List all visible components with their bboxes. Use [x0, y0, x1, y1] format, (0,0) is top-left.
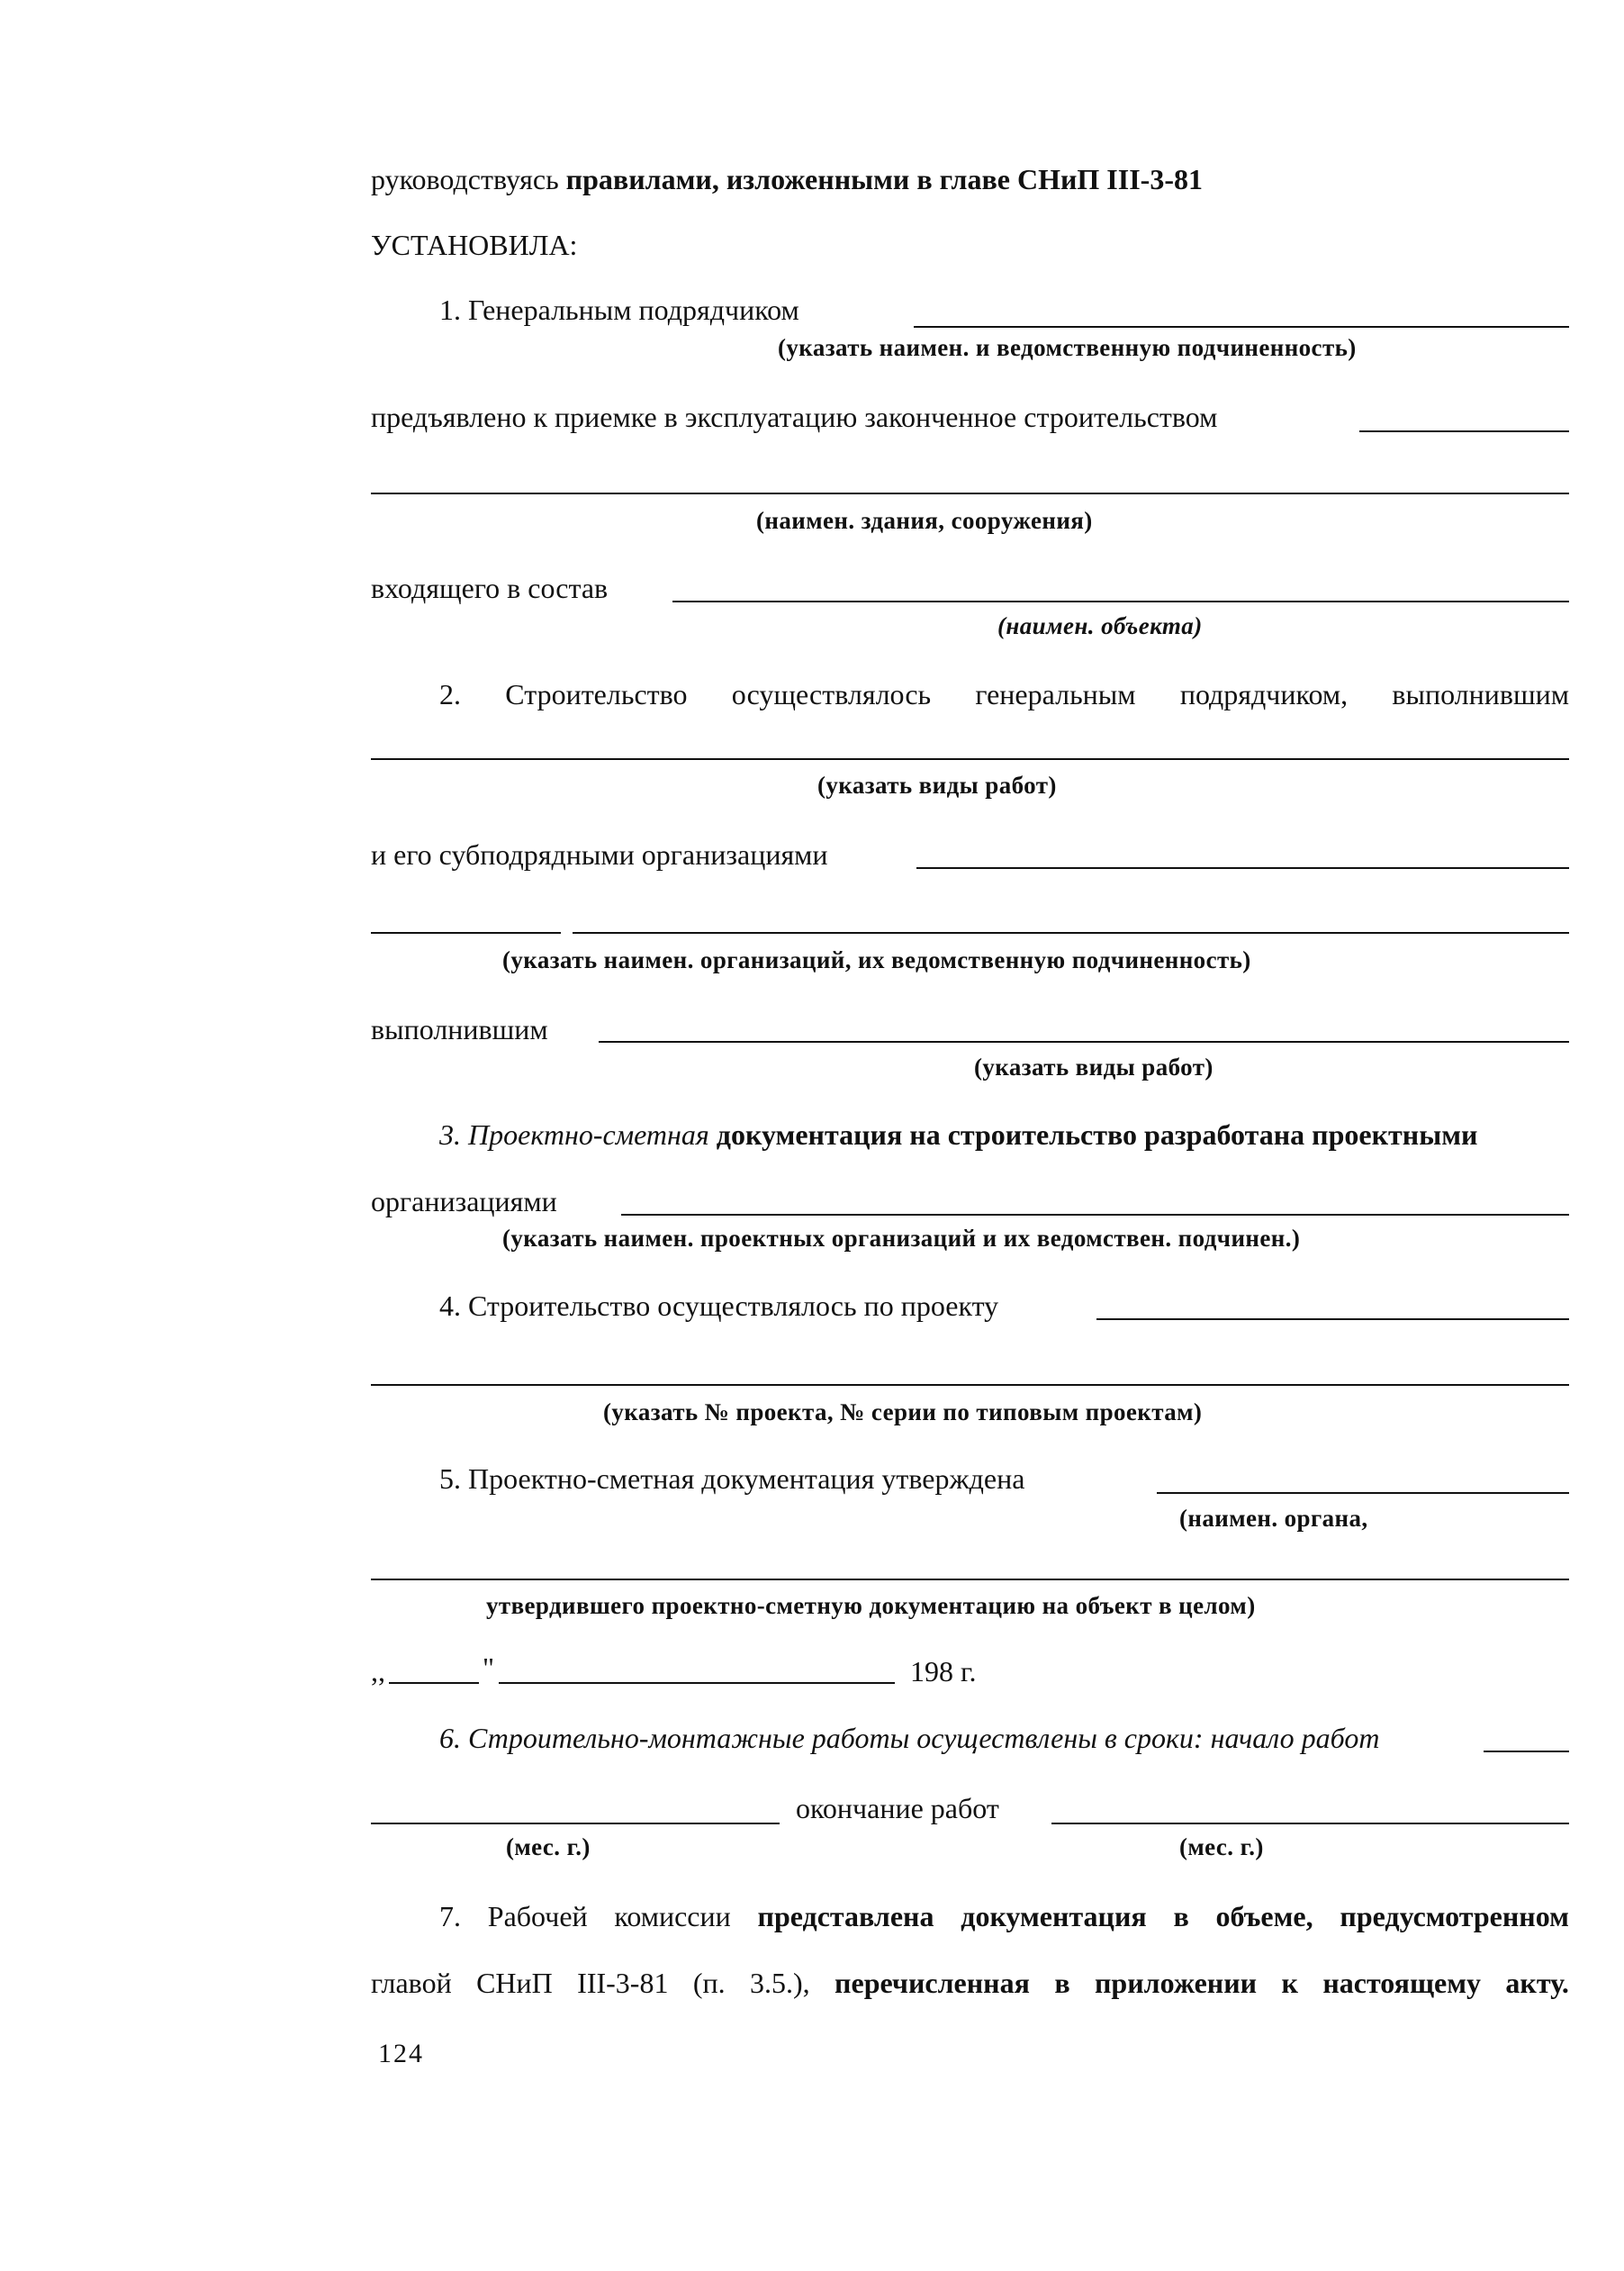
- item3-caption: (указать наимен. проектных организаций и их ведомствен. подчинен.): [502, 1225, 1301, 1252]
- item4-lead: 4. Строительство осуществлялось по проекту: [439, 1289, 999, 1322]
- item1-line2-field: [1359, 430, 1569, 432]
- word: к: [1281, 1967, 1298, 1999]
- item2-full-line: [371, 758, 1569, 760]
- word: главой: [371, 1967, 452, 1999]
- item6-start-field-tail: [1484, 1751, 1569, 1752]
- item1-caption2: (наимен. здания, сооружения): [756, 507, 1093, 534]
- word: настоящему: [1322, 1967, 1481, 1999]
- item5-field-line: [1157, 1492, 1569, 1494]
- item4-caption: (указать № проекта, № серии по типовым проектам): [603, 1398, 1203, 1425]
- item6-end-label: окончание работ: [796, 1792, 999, 1824]
- item4-field-line: [1096, 1318, 1569, 1320]
- item6-lead: 6. Строительно-монтажные работы осуществлены в сроки: начало работ: [439, 1722, 1380, 1754]
- item7-line1: [439, 1902, 1569, 1931]
- date-day-field: [389, 1682, 479, 1684]
- date-close-quote: ": [483, 1651, 495, 1684]
- word: генеральным: [975, 678, 1136, 710]
- item2-long-line: [573, 932, 1569, 934]
- intro-prefix: руководствуясь: [371, 163, 559, 195]
- item2-line3-field: [599, 1041, 1569, 1043]
- word: 7.: [439, 1900, 461, 1932]
- item4-full-line: [371, 1384, 1569, 1386]
- item1-full-line: [371, 493, 1569, 494]
- date-month-field: [499, 1682, 895, 1684]
- word: в: [1054, 1967, 1070, 1999]
- item3-line2-field: [621, 1214, 1569, 1216]
- item7-line2: [371, 1968, 1569, 1997]
- word: приложении: [1094, 1967, 1258, 1999]
- word: комиссии: [614, 1900, 731, 1932]
- item2-caption2: (указать наимен. организаций, их ведомственную подчиненность): [502, 946, 1251, 973]
- item6-start-caption: (мес. г.): [506, 1833, 591, 1860]
- word: подрядчиком,: [1179, 678, 1349, 710]
- word: 3.5.),: [750, 1967, 810, 1999]
- item3-lead-rest: документация на строительство разработана проектными: [716, 1118, 1478, 1151]
- item6-end-field: [1051, 1823, 1569, 1824]
- word: представлена: [757, 1900, 934, 1932]
- word: СНиП: [476, 1967, 553, 1999]
- item2-short-line: [371, 932, 561, 934]
- date-open-quote: ,,: [371, 1655, 385, 1687]
- word: (п.: [692, 1967, 726, 1999]
- item1-line3-field: [672, 601, 1569, 602]
- item2-line2-field: [916, 867, 1569, 869]
- item1-caption: (указать наимен. и ведомственную подчиненность): [778, 334, 1357, 361]
- item5-lead: 5. Проектно-сметная документация утверждена: [439, 1462, 1025, 1495]
- item5-full-line: [371, 1579, 1569, 1580]
- item6-end-caption: (мес. г.): [1179, 1833, 1264, 1860]
- word: Строительство: [505, 678, 688, 710]
- date-year: 198 г.: [910, 1655, 977, 1687]
- item1-field-line: [914, 326, 1569, 328]
- word: документация: [961, 1900, 1147, 1932]
- word: III-3-81: [577, 1967, 669, 1999]
- word: объеме,: [1215, 1900, 1313, 1932]
- item2-line2: и его субподрядными организациями: [371, 838, 828, 871]
- word: предусмотренном: [1340, 1900, 1569, 1932]
- section-heading: УСТАНОВИЛА:: [371, 229, 578, 261]
- item2-caption3: (указать виды работ): [974, 1054, 1213, 1081]
- item5-caption: (наимен. органа,: [1179, 1505, 1368, 1532]
- item2-line3: выполнившим: [371, 1013, 548, 1045]
- intro-line: [371, 165, 1203, 194]
- word: в: [1173, 1900, 1189, 1932]
- word: 2.: [439, 678, 461, 710]
- word: выполнившим: [1392, 678, 1569, 710]
- item3-lead: [439, 1120, 1477, 1149]
- word: осуществлялось: [731, 678, 932, 710]
- word: акту.: [1505, 1967, 1569, 1999]
- item3-lead-italic: 3. Проектно-сметная: [439, 1118, 709, 1151]
- item3-line2: организациями: [371, 1185, 557, 1217]
- item1-line3: входящего в состав: [371, 572, 609, 604]
- intro-rest: правилами, изложенными в главе СНиП III-3-81: [565, 163, 1203, 195]
- word: Рабочей: [487, 1900, 588, 1932]
- item1-line2: предъявлено к приемке в эксплуатацию законченное строительством: [371, 401, 1218, 433]
- item1-caption3: (наимен. объекта): [997, 612, 1203, 639]
- word: перечисленная: [835, 1967, 1030, 1999]
- item2-lead: [439, 680, 1569, 709]
- item2-caption: (указать виды работ): [817, 772, 1057, 799]
- item1-lead: 1. Генеральным подрядчиком: [439, 294, 799, 326]
- item6-start-field: [371, 1823, 780, 1824]
- item5-caption2: утвердившего проектно-сметную документацию на объект в целом): [486, 1592, 1256, 1619]
- page-number: 124: [378, 2039, 424, 2068]
